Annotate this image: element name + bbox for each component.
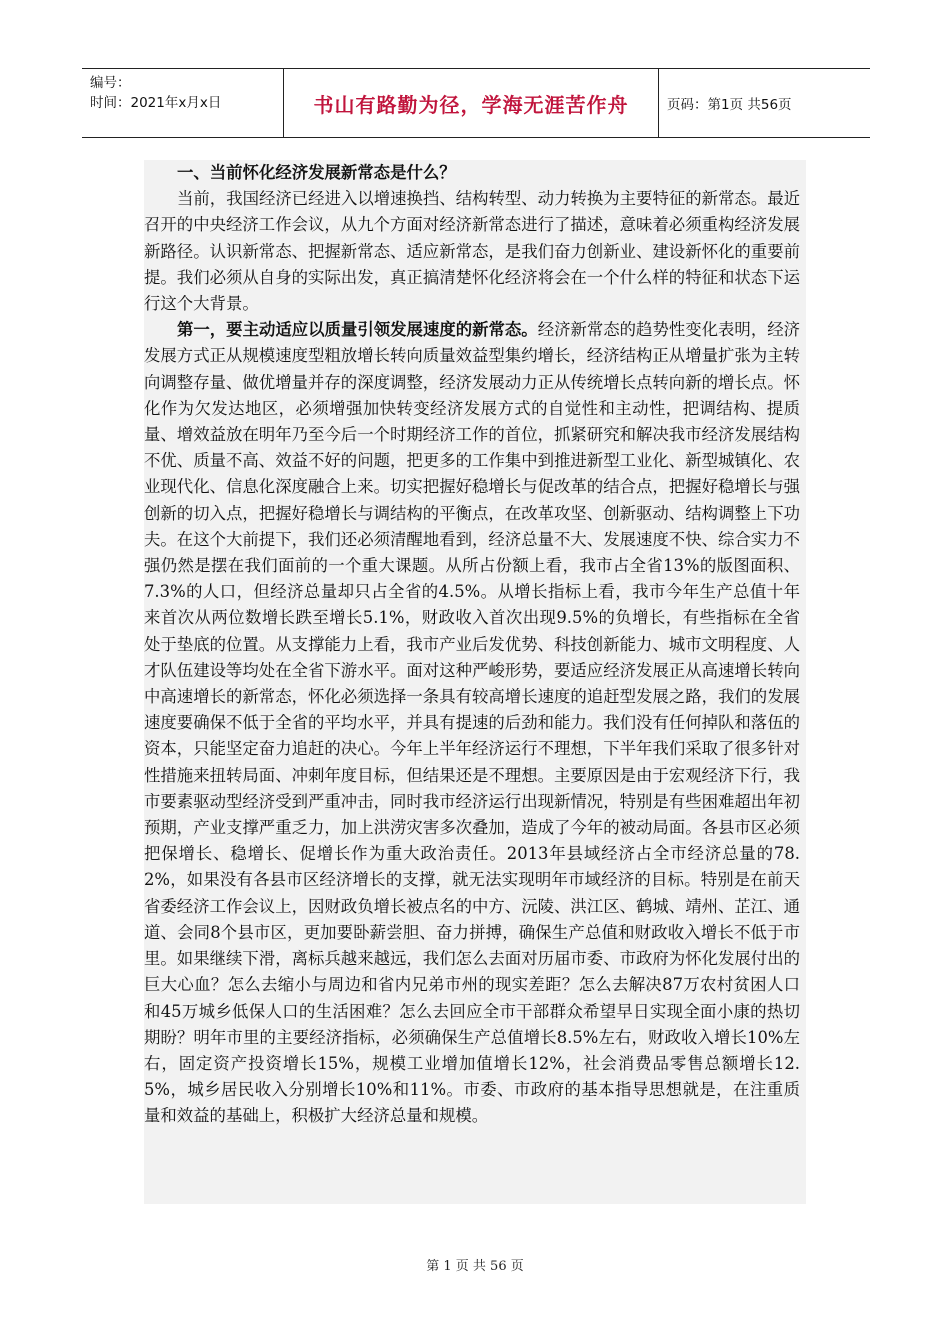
paragraph-first-point xyxy=(144,317,800,1129)
header-meta xyxy=(82,69,283,137)
header-motto: 书山有路勤为径，学海无涯苦作舟 xyxy=(283,69,659,137)
document-body xyxy=(144,160,806,1204)
header-page-info: 页码：第1页 共56页 xyxy=(667,97,792,113)
page-header xyxy=(82,68,870,138)
page-footer: 第 1 页 共 56 页 xyxy=(426,1259,524,1274)
document-number-label: 编号： xyxy=(90,75,131,91)
section-heading: 一、当前怀化经济发展新常态是什么？ xyxy=(177,163,456,182)
paragraph-intro: 当前，我国经济已经进入以增速换挡、结构转型、动力转换为主要特征的新常态。最近召开的中央经济工作会议，从九个方面对经济新常态进行了描述，意味着必须重构经济发展新路径。认识新常态、把握新常态、适应新常态，是我们奋力创新业、建设新怀化的重要前提。我们必须从自身的实际出发，真正搞清楚怀化经济将会在一个什么样的特征和状态下运行这个大背景。 xyxy=(144,189,800,314)
first-point-lead: 第一，要主动适应以质量引领发展速度的新常态。 xyxy=(177,320,538,340)
first-point-text: 经济新常态的趋势性变化表明，经济发展方式正从规模速度型粗放增长转向质量效益型集约增长，经济结构正从增量扩张为主转向调整存量、做优增量并存的深度调整，经济发展动力正从传统增长点转向新的增长点。怀化作为欠发达地区，必须增强加快转变经济发展方式的自觉性和主动性，把调结构、提质量、增效益放在明年乃至今后一个时期经济工作的首位，抓紧研究和解决我市经济发展结构不优、质量不高、效益不好的问题，把更多的工作集中到推进新型工业化、新型城镇化、农业现代化、信息化深度融合上来。切实把握好稳增长与促改革的结合点，把握好稳增长与强创新的切入点，把握好稳增长与调结构的平衡点，在改革攻坚、创新驱动、结构调整上下功夫。在这个大前提下，我们还必须清醒地看到，经济总量不大、发展速度不快、综合实力不强仍然是摆在我们面前的一个重大课题。从所占份额上看，我市占全省13%的版图面积、7.3%的人口，但经济总量却只占全省的4.5%。从增长指标上看，我市今年生产总值十年来首次从两位数增长跌至增长5.1%，财政收入首次出现9.5%的负增长，有些指标在全省处于垫底的位置。从支撑能力上看，我市产业后发优势、科技创新能力、城市文明程度、人才队伍建设等均处在全省下游水平。面对这种严峻形势，要适应经济发展正从高速增长转向中高速增长的新常态，怀化必须选择一条具有较高增长速度的追赶型发展之路，我们的发展速度要确保不低于全省的平均水平，并具有提速的后劲和能力。我们没有任何掉队和落伍的资本，只能坚定奋力追赶的决心。今年上半年经济运行不理想，下半年我们采取了很多针对性措施来扭转局面、冲刺年度目标，但结果还是不理想。主要原因是由于宏观经济下行，我市要素驱动型经济受到严重冲击，同时我市经济运行出现新情况，特别是有些困难超出年初预期，产业支撑严重乏力，加上洪涝灾害多次叠加，造成了今年的被动局面。各县市区必须把保增长、稳增长、促增长作为重大政治责任。2013年县域经济占全市经济总量的78.2%，如果没有各县市区经济增长的支撑，就无法实现明年市域经济的目标。特别是在前天省委经济工作会议上，因财政负增长被点名的中方、沅陵、洪江区、鹤城、靖州、芷江、通道、会同8个县市区，更加要卧薪尝胆、奋力拼搏，确保生产总值和财政收入增长不低于市里。如果继续下滑，离标兵越来越远，我们怎么去面对历届市委、市政府为怀化发展付出的巨大心血？怎么去缩小与周边和省内兄弟市州的现实差距？怎么去解决87万农村贫困人口和45万城乡低保人口的生活困难？怎么去回应全市干部群众希望早日实现全面小康的热切期盼？明年市里的主要经济指标，必须确保生产总值增长8.5%左右，财政收入增长10%左右，固定资产投资增长15%，规模工业增加值增长12%，社会消费品零售总额增长12.5%，城乡居民收入分别增长10%和11%。市委、市政府的基本指导思想就是，在注重质量和效益的基础上，积极扩大经济总量和规模。 xyxy=(144,320,801,1126)
document-time-label: 时间：2021年x月x日 xyxy=(90,95,222,111)
